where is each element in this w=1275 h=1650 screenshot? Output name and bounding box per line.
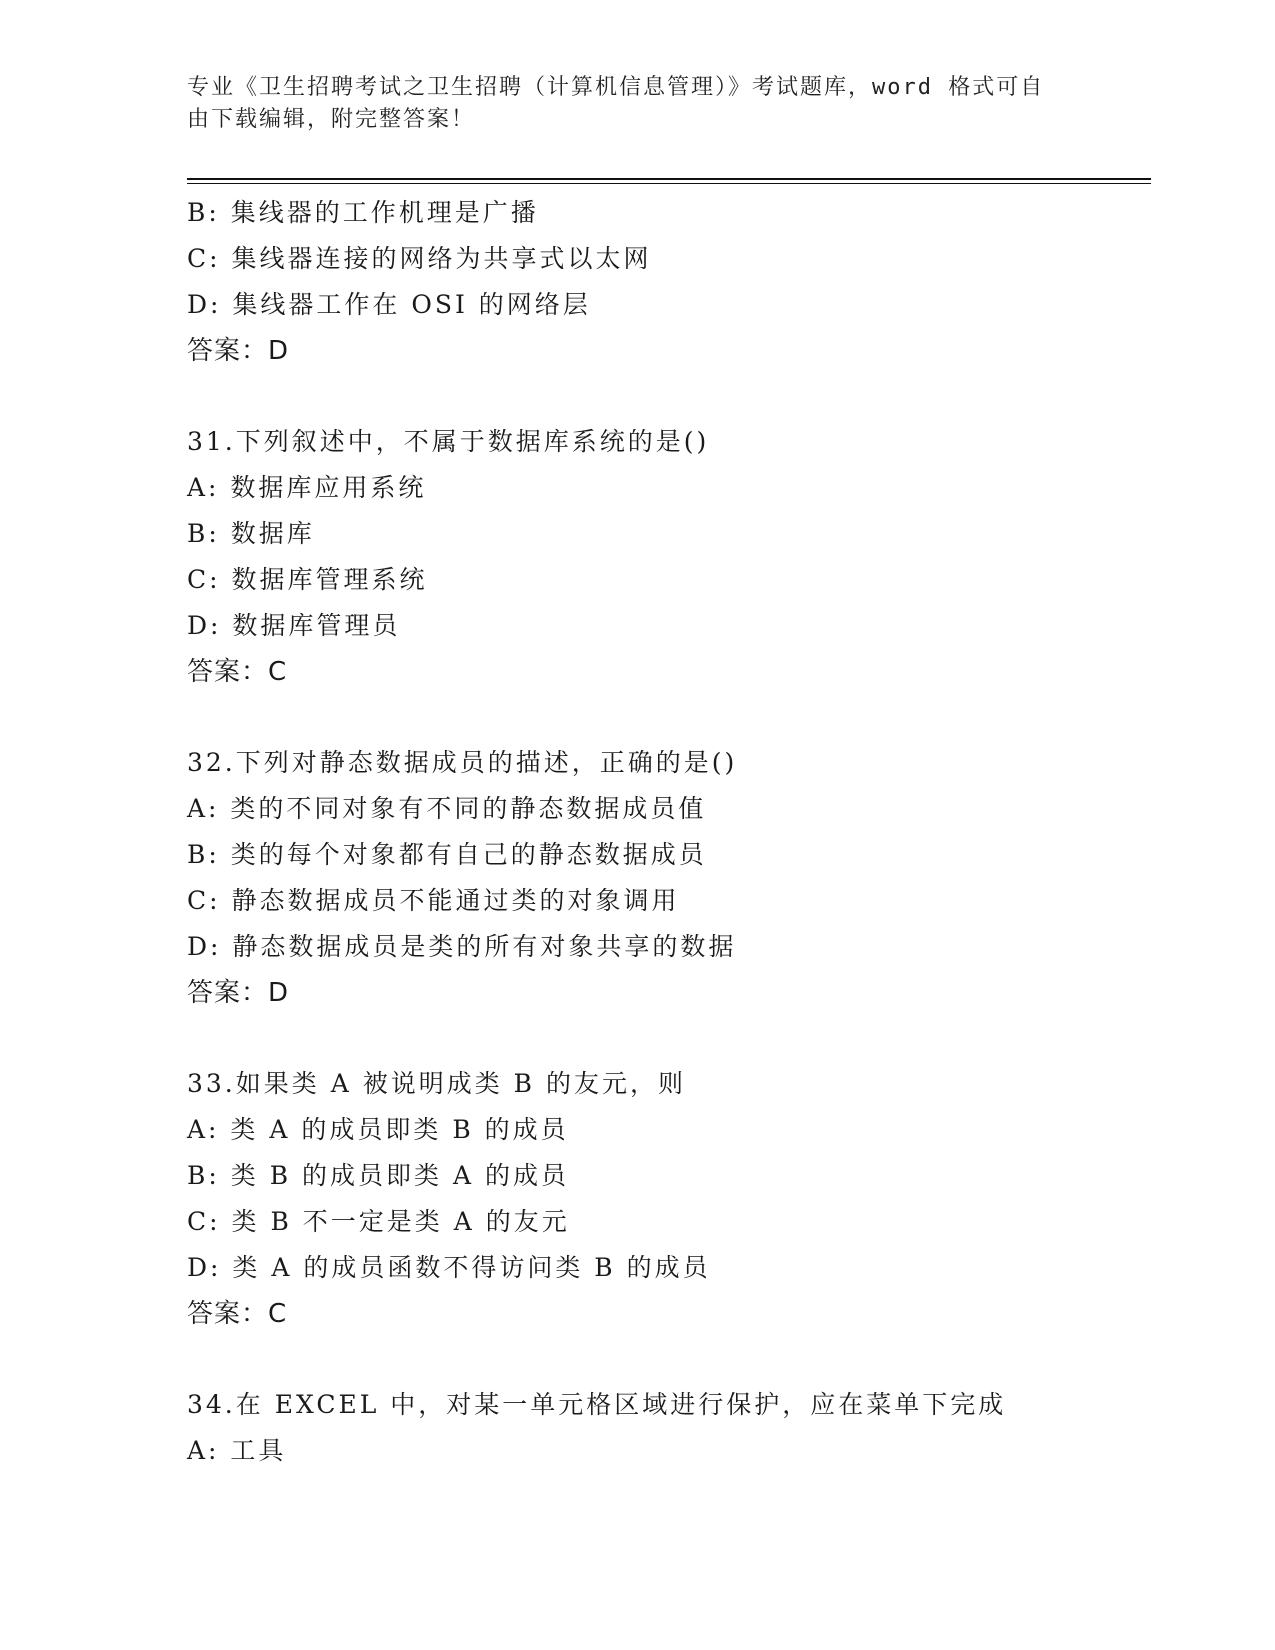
document-header — [187, 72, 1067, 136]
option-d: D: 集线器工作在 OSI 的网络层 — [187, 290, 591, 319]
option-d: D: 类 A 的成员函数不得访问类 B 的成员 — [187, 1253, 711, 1282]
option-d: D: 数据库管理员 — [187, 611, 401, 640]
option-a: A: 工具 — [187, 1436, 287, 1465]
answer: 答案：C — [187, 657, 288, 687]
question-block-33 — [187, 1061, 1167, 1337]
question-block-34 — [187, 1382, 1167, 1474]
option-a: A: 类 A 的成员即类 B 的成员 — [187, 1115, 569, 1144]
header-divider — [187, 178, 1151, 184]
question-block-31 — [187, 419, 1167, 695]
header-line-1: 专业《卫生招聘考试之卫生招聘（计算机信息管理）》考试题库，word 格式可自 — [187, 75, 1045, 100]
option-a: A: 类的不同对象有不同的静态数据成员值 — [187, 794, 707, 823]
question-text: 32.下列对静态数据成员的描述，正确的是() — [187, 748, 738, 777]
option-c: C: 类 B 不一定是类 A 的友元 — [187, 1207, 570, 1236]
option-c: C: 集线器连接的网络为共享式以太网 — [187, 244, 652, 273]
question-list — [187, 190, 1167, 1474]
option-b: B: 类 B 的成员即类 A 的成员 — [187, 1161, 569, 1190]
question-block-32 — [187, 740, 1167, 1016]
option-b: B: 类的每个对象都有自己的静态数据成员 — [187, 840, 707, 869]
spacer — [187, 1016, 1167, 1061]
spacer — [187, 1337, 1167, 1382]
option-c: C: 静态数据成员不能通过类的对象调用 — [187, 886, 680, 915]
answer: 答案：D — [187, 978, 290, 1008]
answer: 答案：D — [187, 336, 290, 366]
option-a: A: 数据库应用系统 — [187, 473, 427, 502]
question-text: 31.下列叙述中，不属于数据库系统的是() — [187, 427, 710, 456]
option-b: B: 集线器的工作机理是广播 — [187, 198, 539, 227]
question-text: 33.如果类 A 被说明成类 B 的友元，则 — [187, 1069, 686, 1098]
spacer — [187, 695, 1167, 740]
option-b: B: 数据库 — [187, 519, 315, 548]
question-block-30 — [187, 190, 1167, 374]
question-text: 34.在 EXCEL 中，对某一单元格区域进行保护，应在菜单下完成 — [187, 1390, 1007, 1419]
header-line-2: 由下载编辑，附完整答案！ — [187, 107, 476, 132]
option-c: C: 数据库管理系统 — [187, 565, 428, 594]
option-d: D: 静态数据成员是类的所有对象共享的数据 — [187, 932, 737, 961]
answer: 答案：C — [187, 1299, 288, 1329]
spacer — [187, 374, 1167, 419]
